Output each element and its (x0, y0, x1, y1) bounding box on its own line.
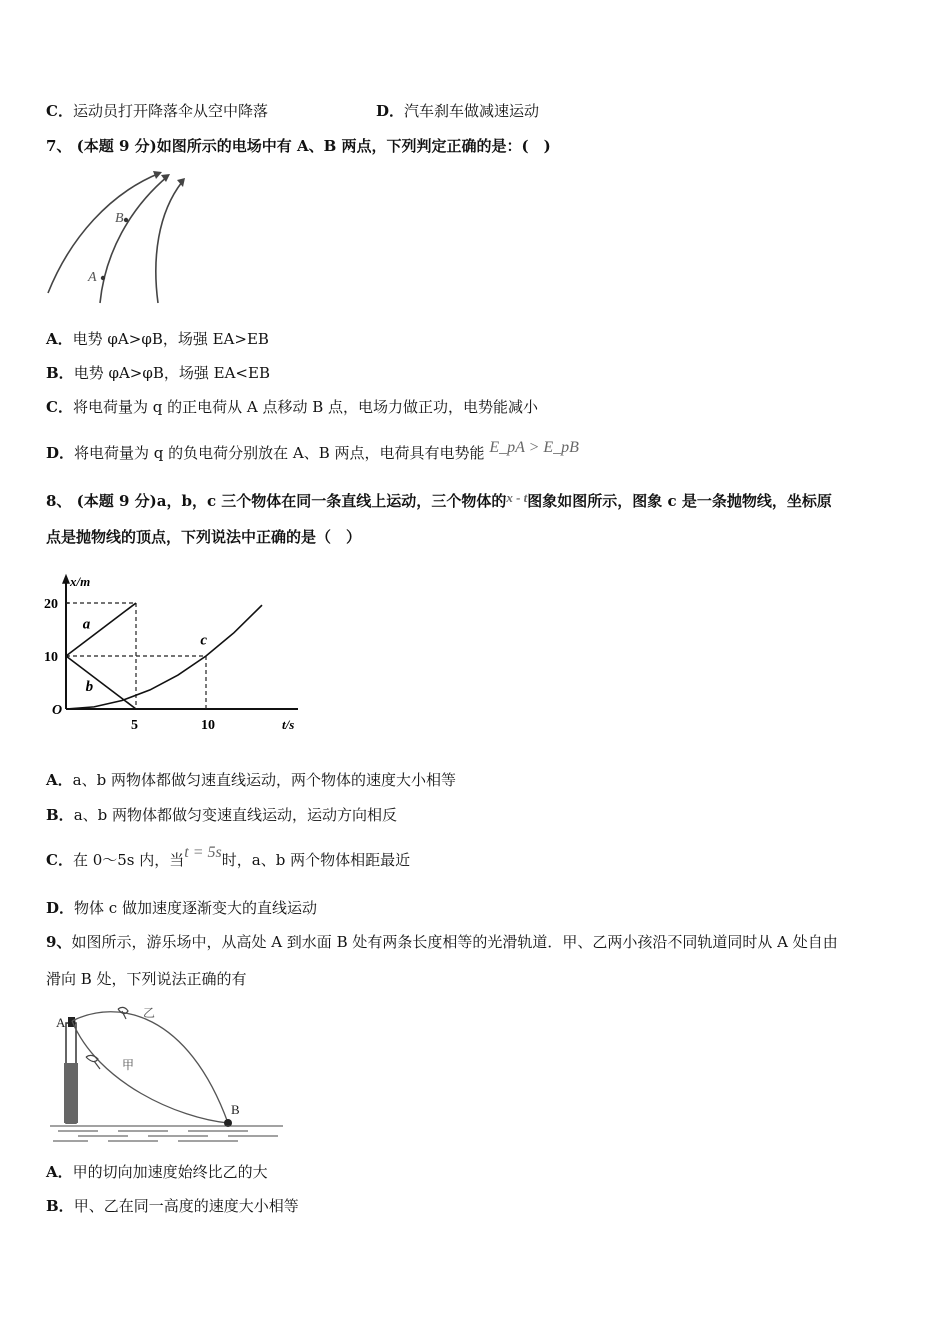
option-text: 在 0～5s 内，当 (72, 851, 185, 869)
option-text: 将电荷量为 q 的负电荷分别放在 A、B 两点，电荷具有电势能 (74, 444, 485, 462)
option-label: B． (46, 364, 74, 382)
question-text: 滑向 B 处，下列说法正确的有 (46, 970, 247, 988)
origin-label: O (52, 703, 63, 718)
series-c-label: c (200, 632, 208, 649)
option-label: A． (46, 771, 73, 789)
x-tick-label: 10 (201, 718, 215, 733)
y-tick-label: 20 (44, 597, 58, 612)
series-a-line (66, 603, 136, 656)
q8-stem-line-2 (46, 526, 361, 548)
series-c-line (66, 605, 262, 709)
track-jia (72, 1021, 228, 1123)
option-label: A． (46, 330, 73, 348)
option-label: A． (46, 1163, 73, 1181)
option-label: D． (46, 899, 75, 917)
option-label: D． (376, 102, 405, 120)
option-text: 电势 φA>φB，场强 EA>EB (72, 330, 269, 348)
option-text: 汽车刹车做减速运动 (404, 102, 540, 120)
option-text: 物体 c 做加速度逐渐变大的直线运动 (74, 899, 317, 917)
child-yi-icon (118, 1007, 128, 1019)
series-b-label: b (85, 678, 94, 695)
tower-base (64, 1063, 78, 1123)
q7-electric-field-figure (40, 168, 200, 308)
y-axis-arrow (62, 574, 70, 584)
child-jia-label: 甲 (122, 1058, 135, 1072)
question-text: (本题 9 分)a，b，c 三个物体在同一条直线上运动，三个物体的 (76, 492, 507, 510)
option-text: 甲的切向加速度始终比乙的大 (72, 1163, 268, 1181)
q8-xt-graph (40, 565, 295, 735)
series-b-line (66, 656, 136, 709)
q9-option-a (46, 1161, 268, 1183)
q8-stem-line-1 (46, 490, 832, 513)
question-number: 8、 (46, 492, 72, 510)
point-a-label: A (56, 1015, 66, 1030)
x-axis-label: t/s (282, 717, 295, 732)
point-a-dot (101, 276, 105, 280)
q7-option-d (46, 439, 579, 465)
q6-option-d (376, 100, 539, 122)
potential-energy-formula: E_pA > E_pB (489, 439, 579, 456)
question-text: 点是抛物线的顶点，下列说法中正确的是（ ） (46, 528, 362, 546)
option-text: 甲、乙在同一高度的速度大小相等 (73, 1197, 299, 1215)
point-b-label: B (115, 211, 124, 226)
q8-option-b (46, 804, 397, 826)
option-label: C． (46, 102, 73, 120)
q7-stem (46, 135, 551, 157)
option-text: 运动员打开降落伞从空中降落 (72, 102, 268, 120)
option-label: C． (46, 398, 73, 416)
q6-option-c (46, 100, 268, 122)
point-b-dot (124, 218, 128, 222)
option-text: 将电荷量为 q 的正电荷从 A 点移动 B 点，电场力做正功，电势能减小 (72, 398, 539, 416)
field-line-left (48, 173, 160, 293)
q8-option-a (46, 769, 456, 791)
q8-option-c (46, 844, 411, 872)
question-text: 如图所示，游乐场中，从高处 A 到水面 B 处有两条长度相等的光滑轨道．甲、乙两小孩沿不同轨道同时从 A 处自由 (71, 933, 838, 951)
question-number: 7、 (46, 137, 72, 155)
q8-option-d (46, 897, 317, 919)
option-text: a、b 两物体都做匀变速直线运动，运动方向相反 (73, 806, 398, 824)
q7-option-c (46, 396, 538, 418)
arrow-head-3 (177, 178, 185, 187)
xt-formula: x - t (506, 490, 528, 505)
child-yi-label: 乙 (143, 1006, 156, 1020)
x-tick-label: 5 (131, 718, 138, 733)
q9-stem-line-2 (46, 968, 247, 990)
y-tick-label: 10 (44, 650, 58, 665)
time-formula: t = 5s (184, 844, 222, 861)
option-text: 电势 φA>φB，场强 EA<EB (73, 364, 270, 382)
water-surface (50, 1126, 283, 1141)
q9-stem-line-1 (46, 931, 838, 953)
option-text: 时，a、b 两个物体相距最近 (221, 851, 411, 869)
q7-option-b (46, 362, 270, 384)
y-axis-label: x/m (70, 573, 91, 589)
child-jia-icon (86, 1055, 100, 1069)
q9-option-b (46, 1195, 299, 1217)
track-yi (72, 1012, 228, 1123)
option-text: a、b 两物体都做匀速直线运动，两个物体的速度大小相等 (72, 771, 456, 789)
point-b-label: B (231, 1102, 240, 1117)
option-label: B． (46, 1197, 74, 1215)
question-text: 图象如图所示，图象 c 是一条抛物线，坐标原 (527, 492, 832, 510)
question-number: 9、 (46, 933, 72, 951)
question-text: (本题 9 分)如图所示的电场中有 A、B 两点，下列判定正确的是：( ) (76, 137, 551, 155)
q7-option-a (46, 328, 269, 350)
field-line-right (156, 182, 182, 303)
series-a-label: a (82, 616, 91, 633)
option-label: C． (46, 851, 73, 869)
option-label: B． (46, 806, 74, 824)
q9-slide-figure (48, 1003, 288, 1145)
option-label: D． (46, 444, 75, 462)
point-a-label: A (88, 270, 97, 285)
